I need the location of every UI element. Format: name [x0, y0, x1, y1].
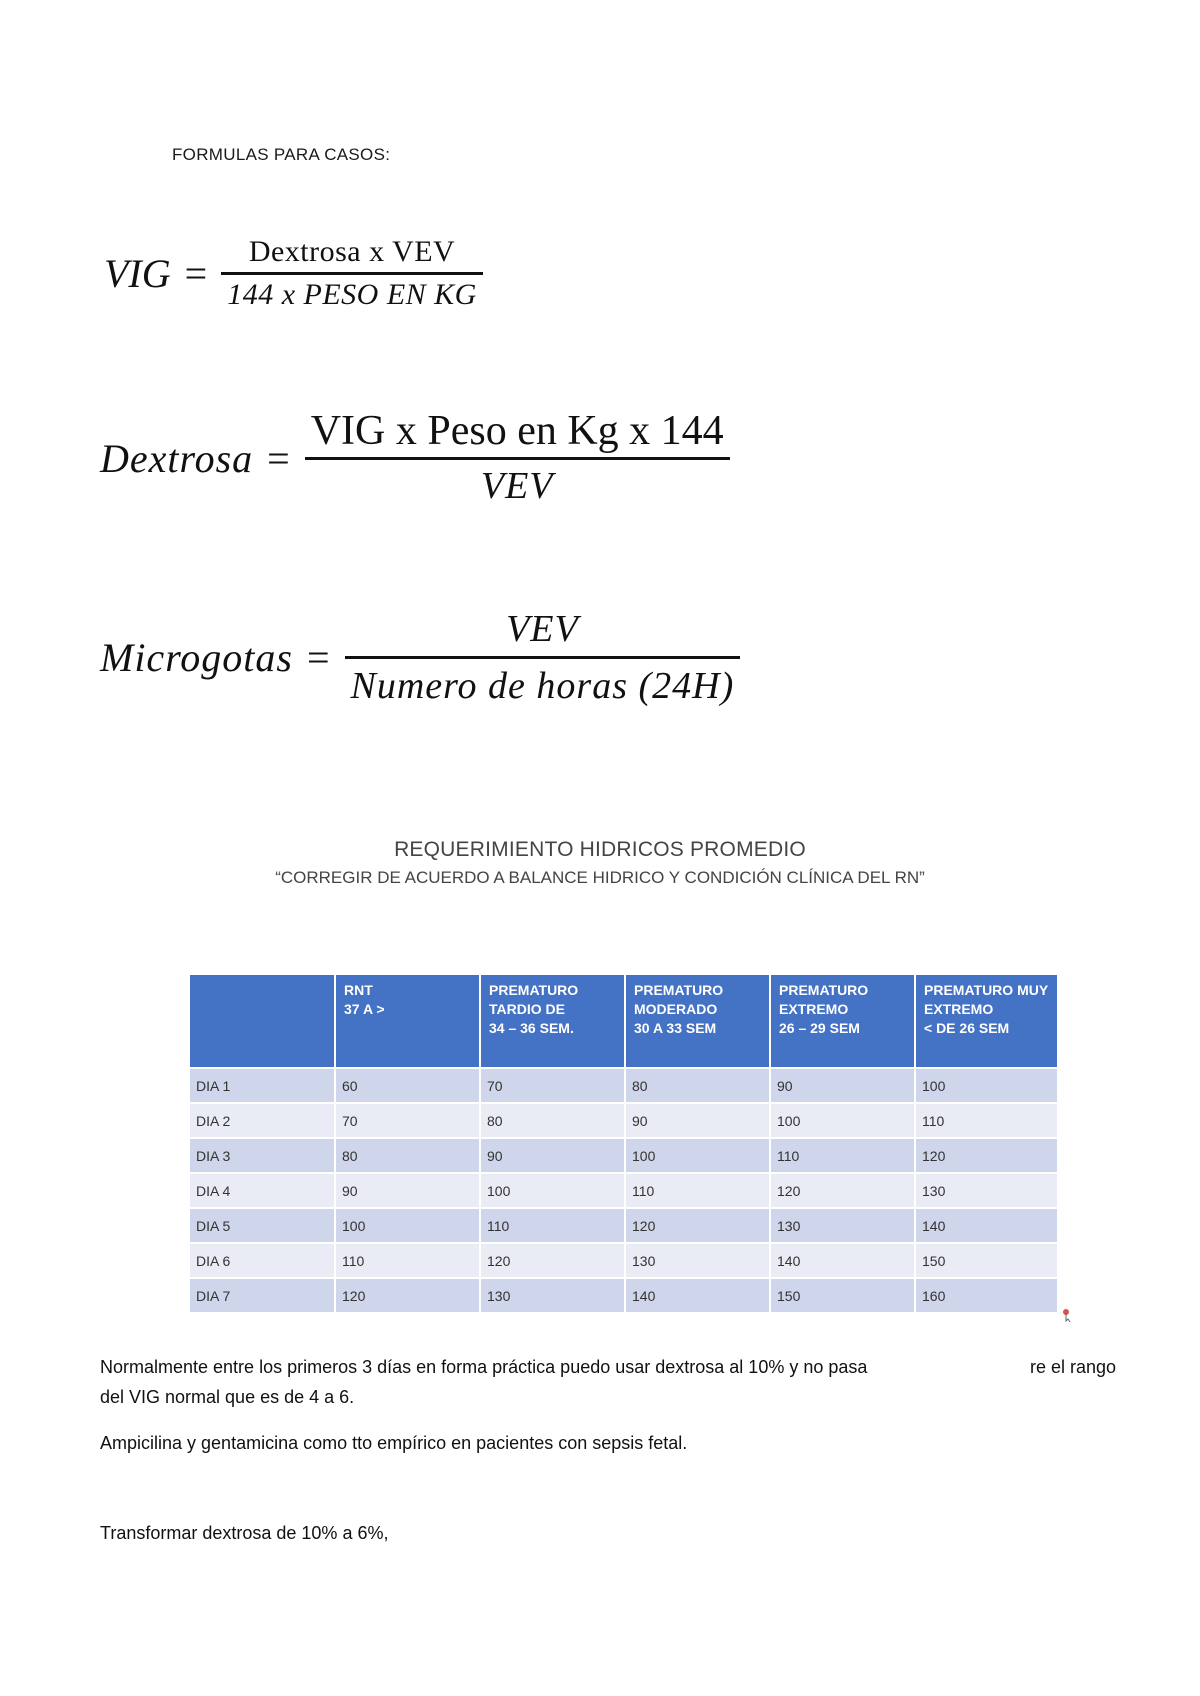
- fraction: [345, 602, 741, 713]
- header-cell-prematuro-extremo: PREMATURO EXTREMO 26 – 29 SEM: [770, 975, 915, 1068]
- numerator: VEV: [506, 608, 579, 650]
- table-cell: 140: [770, 1243, 915, 1278]
- fraction: [221, 232, 483, 315]
- table-cell: 110: [480, 1208, 625, 1243]
- row-label: DIA 6: [190, 1243, 335, 1278]
- equals-sign: =: [306, 635, 331, 680]
- table-subtitle: “CORREGIR DE ACUERDO A BALANCE HIDRICO Y CONDICIÓN CLÍNICA DEL RN”: [275, 868, 925, 887]
- table-cell: 90: [770, 1068, 915, 1103]
- table-cell: 100: [915, 1068, 1058, 1103]
- header-cell-rnt: RNT 37 A >: [335, 975, 480, 1068]
- numerator: VIG x Peso en Kg x 144: [310, 408, 724, 454]
- table-cell: 140: [915, 1208, 1058, 1243]
- table-row: [190, 1243, 1058, 1278]
- document-heading: FORMULAS PARA CASOS:: [172, 145, 391, 164]
- header-cell-prematuro-tardio: PREMATURO TARDIO DE 34 – 36 SEM.: [480, 975, 625, 1068]
- table-cell: 130: [625, 1243, 770, 1278]
- fraction: [305, 405, 730, 512]
- row-label: DIA 2: [190, 1103, 335, 1138]
- table-cell: 100: [625, 1138, 770, 1173]
- row-label: DIA 5: [190, 1208, 335, 1243]
- denominator: 144 x PESO EN KG: [227, 278, 477, 311]
- table-cell: 120: [480, 1243, 625, 1278]
- table-cell: 110: [335, 1243, 480, 1278]
- table-row: [190, 1138, 1058, 1173]
- table-row: [190, 1173, 1058, 1208]
- paragraph-transform-dextrosa: Transformar dextrosa de 10% a 6%,: [100, 1523, 389, 1543]
- formula-lhs: Dextrosa: [100, 436, 254, 481]
- row-label: DIA 7: [190, 1278, 335, 1312]
- paragraph-antibiotics: Ampicilina y gentamicina como tto empírico en pacientes con sepsis fetal.: [100, 1433, 688, 1453]
- table-cell: 90: [625, 1103, 770, 1138]
- numerator: Dextrosa x VEV: [248, 235, 456, 268]
- table-cell: 130: [915, 1173, 1058, 1208]
- table-cell: 120: [770, 1173, 915, 1208]
- table-cell: 70: [335, 1103, 480, 1138]
- table-row: [190, 1208, 1058, 1243]
- denominator: Numero de horas (24H): [350, 665, 735, 707]
- table-cell: 100: [335, 1208, 480, 1243]
- table-cell: 90: [335, 1173, 480, 1208]
- table-cell: 100: [480, 1173, 625, 1208]
- paragraph-dextrosa-note: Normalmente entre los primeros 3 días en forma práctica puedo usar dextrosa al 10% y no pasa: [100, 1357, 868, 1377]
- table-cell: 120: [915, 1138, 1058, 1173]
- table-cell: 120: [335, 1278, 480, 1312]
- table-cell: 80: [625, 1068, 770, 1103]
- paragraph-dextrosa-note-line2: del VIG normal que es de 4 a 6.: [100, 1387, 355, 1407]
- formula-dextrosa: [100, 405, 730, 512]
- table-cell: 80: [335, 1138, 480, 1173]
- table-cell: 150: [770, 1278, 915, 1312]
- header-cell-prematuro-muy-extremo: PREMATURO MUY EXTREMO < DE 26 SEM: [915, 975, 1058, 1068]
- table-cell: 110: [770, 1138, 915, 1173]
- table-cell: 130: [770, 1208, 915, 1243]
- formula-lhs: VIG: [104, 251, 171, 296]
- equals-sign: =: [267, 436, 291, 481]
- table-cell: 110: [915, 1103, 1058, 1138]
- denominator: VEV: [480, 465, 554, 507]
- table-row: [190, 1068, 1058, 1103]
- header-cell-empty: [190, 975, 335, 1068]
- table-cell: 160: [915, 1278, 1058, 1312]
- table-cell: 90: [480, 1138, 625, 1173]
- cursor-icon: [1062, 1308, 1072, 1322]
- table-cell: 130: [480, 1278, 625, 1312]
- table-cell: 60: [335, 1068, 480, 1103]
- row-label: DIA 4: [190, 1173, 335, 1208]
- table-cell: 150: [915, 1243, 1058, 1278]
- row-label: DIA 1: [190, 1068, 335, 1103]
- table-title: REQUERIMIENTO HIDRICOS PROMEDIO: [394, 838, 806, 861]
- formula-vig: [104, 232, 483, 315]
- table-cell: 110: [625, 1173, 770, 1208]
- equals-sign: =: [184, 251, 208, 296]
- table-cell: 140: [625, 1278, 770, 1312]
- formula-lhs: Microgotas: [100, 635, 293, 680]
- paragraph-dextrosa-note-end: re el rango: [1030, 1357, 1117, 1377]
- table-cell: 80: [480, 1103, 625, 1138]
- fluid-requirements-table: [190, 975, 1059, 1312]
- table-row: [190, 1103, 1058, 1138]
- formula-microgotas: [100, 602, 740, 713]
- header-cell-prematuro-moderado: PREMATURO MODERADO 30 A 33 SEM: [625, 975, 770, 1068]
- table-cell: 100: [770, 1103, 915, 1138]
- table-cell: 70: [480, 1068, 625, 1103]
- row-label: DIA 3: [190, 1138, 335, 1173]
- table-row: [190, 1278, 1058, 1312]
- table-cell: 120: [625, 1208, 770, 1243]
- table-header-row: [190, 975, 1058, 1068]
